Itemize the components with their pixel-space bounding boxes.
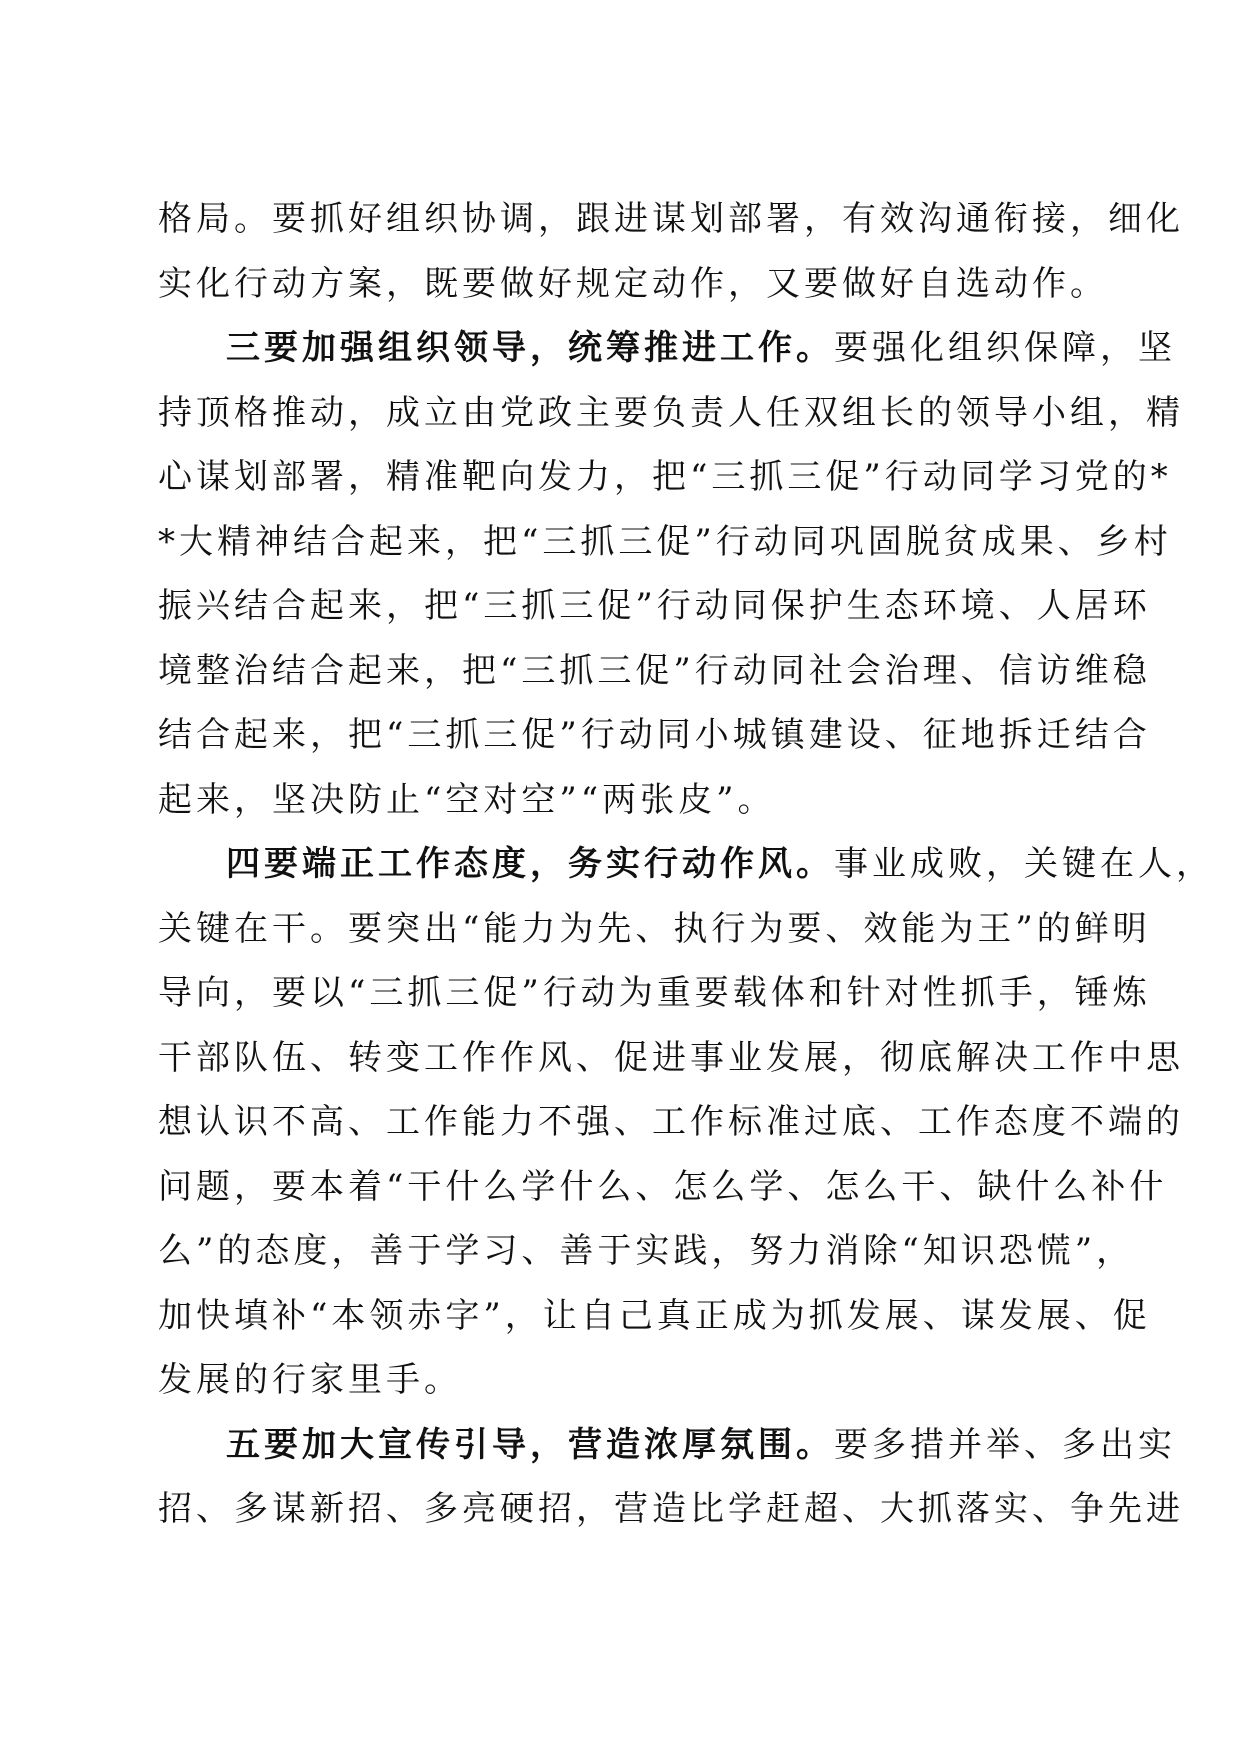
text-line	[158, 897, 1151, 962]
text-line	[158, 1090, 1184, 1155]
text-line	[158, 1477, 1184, 1542]
text-line	[158, 961, 1151, 1026]
paragraph-heading: 四要端正工作态度，务实行动作风。	[226, 844, 834, 884]
line-text: 振兴结合起来，把“三抓三促”行动同保护生态环境、人居环	[158, 586, 1151, 626]
paragraph-heading: 三要加强组织领导，统筹推进工作。	[226, 328, 834, 368]
text-line	[158, 768, 1078, 833]
line-text: 要多措并举、多出实	[834, 1424, 1176, 1465]
body-text	[158, 187, 1214, 1542]
text-line	[158, 1348, 1078, 1413]
text-line	[158, 252, 1108, 317]
line-text: 事业成败，关键在人，	[834, 844, 1214, 884]
line-text: 导向，要以“三抓三促”行动为重要载体和针对性抓手，锤炼	[158, 973, 1151, 1013]
line-text: 结合起来，把“三抓三促”行动同小城镇建设、征地拆迁结合	[158, 715, 1151, 755]
text-line	[158, 574, 1151, 639]
line-text: 招、多谋新招、多亮硬招，营造比学赶超、大抓落实、争先进	[158, 1489, 1184, 1529]
paragraph-4-heading-line	[158, 832, 1214, 897]
line-text: 关键在干。要突出“能力为先、执行为要、效能为王”的鲜明	[158, 908, 1151, 949]
paragraph-3-heading-line	[158, 316, 1176, 381]
line-text: 问题，要本着“干什么学什么、怎么学、怎么干、缺什么补什	[158, 1166, 1168, 1207]
line-text: 心谋划部署，精准靶向发力，把“三抓三促”行动同学习党的*	[158, 457, 1172, 497]
text-line	[158, 381, 1184, 446]
line-text: 干部队伍、转变工作作风、促进事业发展，彻底解决工作中思	[158, 1037, 1184, 1078]
line-text: 持顶格推动，成立由党政主要负责人任双组长的领导小组，精	[158, 392, 1184, 433]
text-line	[158, 187, 1184, 252]
line-text: 发展的行家里手。	[158, 1360, 462, 1400]
line-text: 想认识不高、工作能力不强、工作标准过底、工作态度不端的	[158, 1102, 1184, 1142]
text-line	[158, 1219, 1135, 1284]
text-line	[158, 1026, 1184, 1091]
line-text: 么”的态度，善于学习、善于实践，努力消除“知识恐慌”，	[158, 1231, 1135, 1271]
paragraph-5-heading-line	[158, 1413, 1176, 1478]
line-text: 实化行动方案，既要做好规定动作，又要做好自选动作。	[158, 263, 1108, 304]
line-text: 格局。要抓好组织协调，跟进谋划部署，有效沟通衔接，细化	[158, 199, 1184, 239]
paragraph-heading: 五要加大宣传引导，营造浓厚氛围。	[226, 1424, 834, 1465]
text-line	[158, 639, 1151, 704]
line-text: 境整治结合起来，把“三抓三促”行动同社会治理、信访维稳	[158, 650, 1151, 691]
text-line	[158, 510, 1172, 575]
line-text: *大精神结合起来，把“三抓三促”行动同巩固脱贫成果、乡村	[158, 521, 1172, 562]
text-line	[158, 703, 1151, 768]
text-line	[158, 445, 1172, 510]
line-text: 加快填补“本领赤字”，让自己真正成为抓发展、谋发展、促	[158, 1295, 1151, 1336]
line-text: 起来，坚决防止“空对空”“两张皮”。	[158, 779, 776, 820]
text-line	[158, 1284, 1151, 1349]
line-text: 要强化组织保障，坚	[834, 328, 1176, 368]
text-line	[158, 1155, 1168, 1220]
